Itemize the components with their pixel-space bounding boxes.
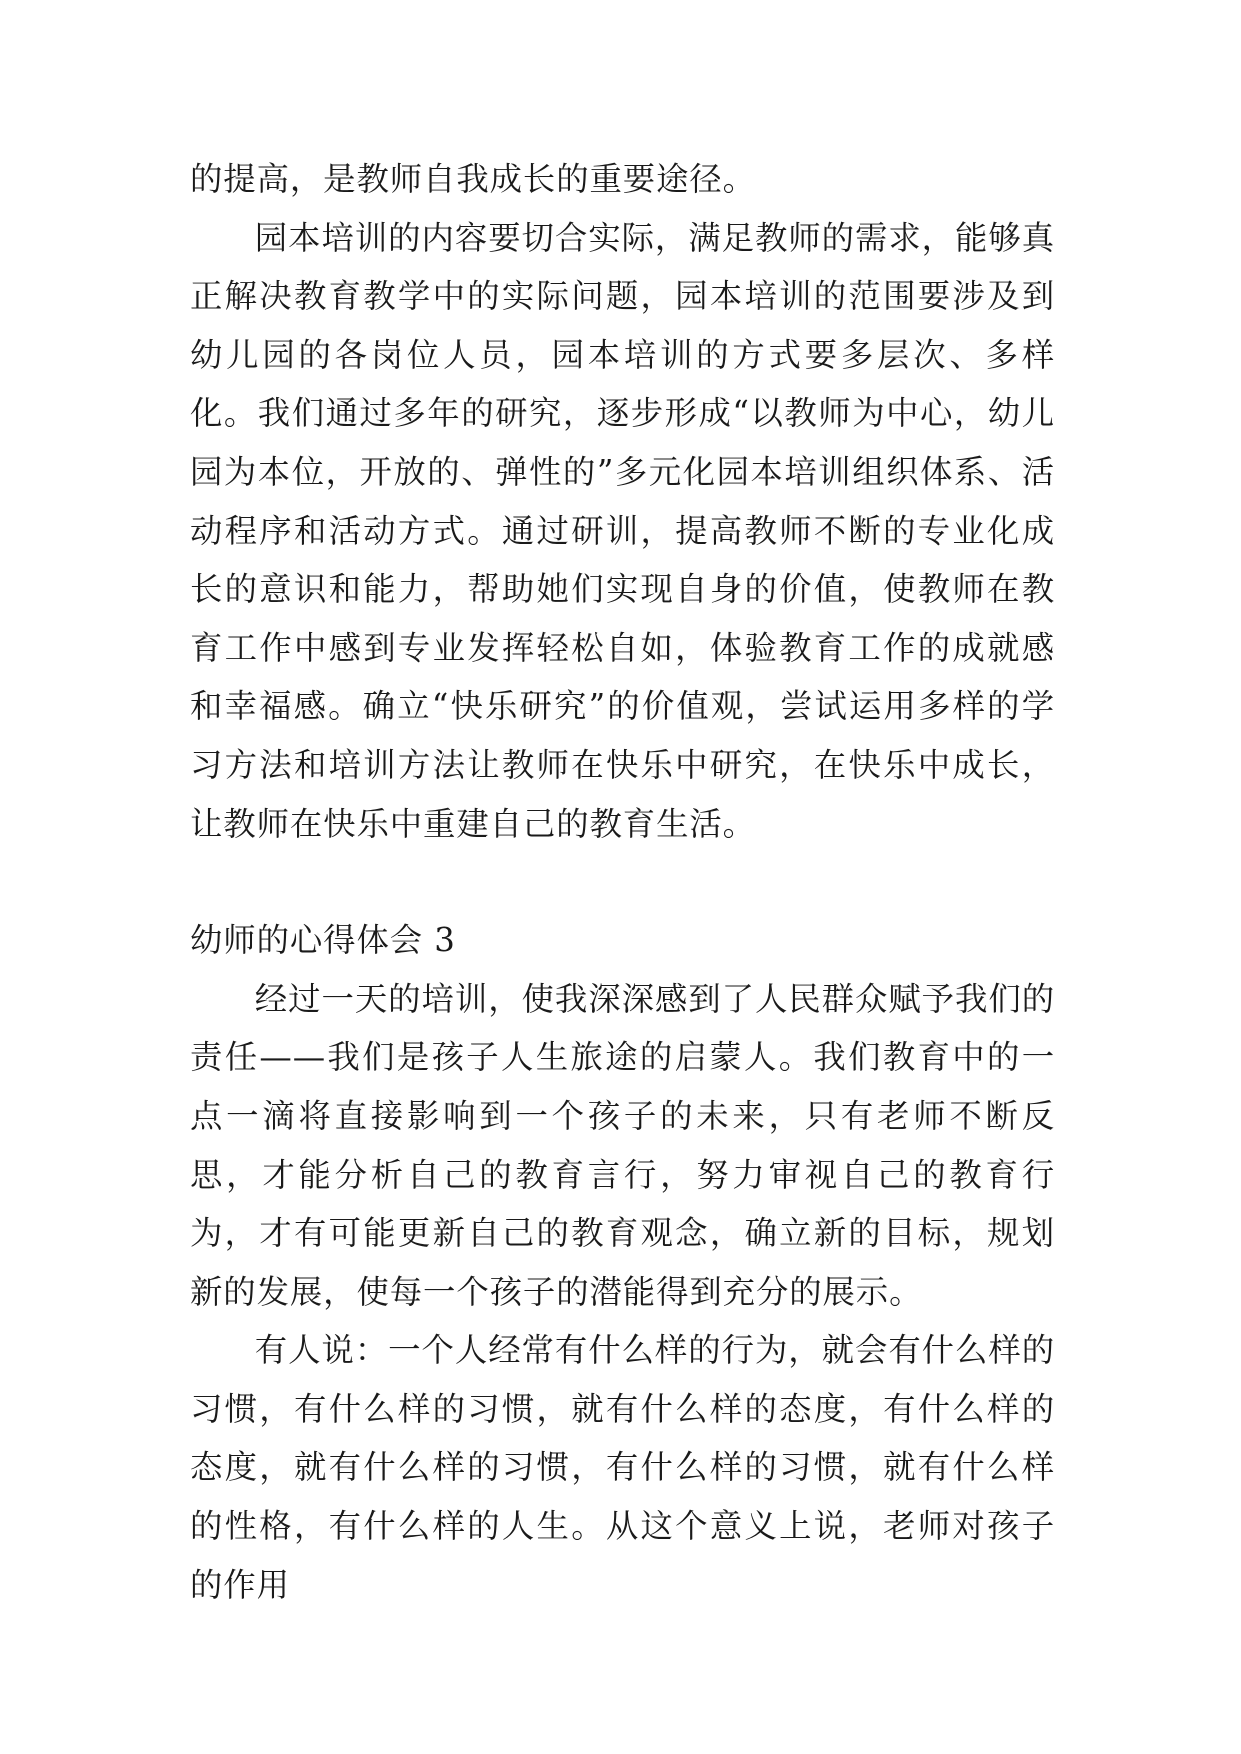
paragraph-someone-said: 有人说：一个人经常有什么样的行为，就会有什么样的习惯，有什么样的习惯，就有什么样的态度，有什么样的态度，就有什么样的习惯，有什么样的习惯，就有什么样的性格，有什么样的人生。从这个意义上说，老师对孩子的作用: [190, 1331, 1055, 1604]
document-body: [190, 150, 1055, 1614]
continued-paragraph: 的提高，是教师自我成长的重要途径。: [190, 160, 756, 198]
paragraph-one-day-training: 经过一天的培训，使我深深感到了人民群众赋予我们的责任——我们是孩子人生旅途的启蒙人。我们教育中的一点一滴将直接影响到一个孩子的未来，只有老师不断反思，才能分析自己的教育言行，努力审视自己的教育行为，才有可能更新自己的教育观念，确立新的目标，规划新的发展，使每一个孩子的潜能得到充分的展示。: [190, 979, 1055, 1311]
paragraph-training-content: 园本培训的内容要切合实际，满足教师的需求，能够真正解决教育教学中的实际问题，园本培训的范围要涉及到幼儿园的各岗位人员，园本培训的方式要多层次、多样化。我们通过多年的研究，逐步形成“以教师为中心，幼儿园为本位，开放的、弹性的”多元化园本培训组织体系、活动程序和活动方式。通过研训，提高教师不断的专业化成长的意识和能力，帮助她们实现自身的价值，使教师在教育工作中感到专业发挥轻松自如，体验教育工作的成就感和幸福感。确立“快乐研究”的价值观，尝试运用多样的学习方法和培训方法让教师在快乐中研究，在快乐中成长，让教师在快乐中重建自己的教育生活。: [190, 218, 1055, 843]
section-title: 幼师的心得体会 3: [190, 921, 456, 960]
